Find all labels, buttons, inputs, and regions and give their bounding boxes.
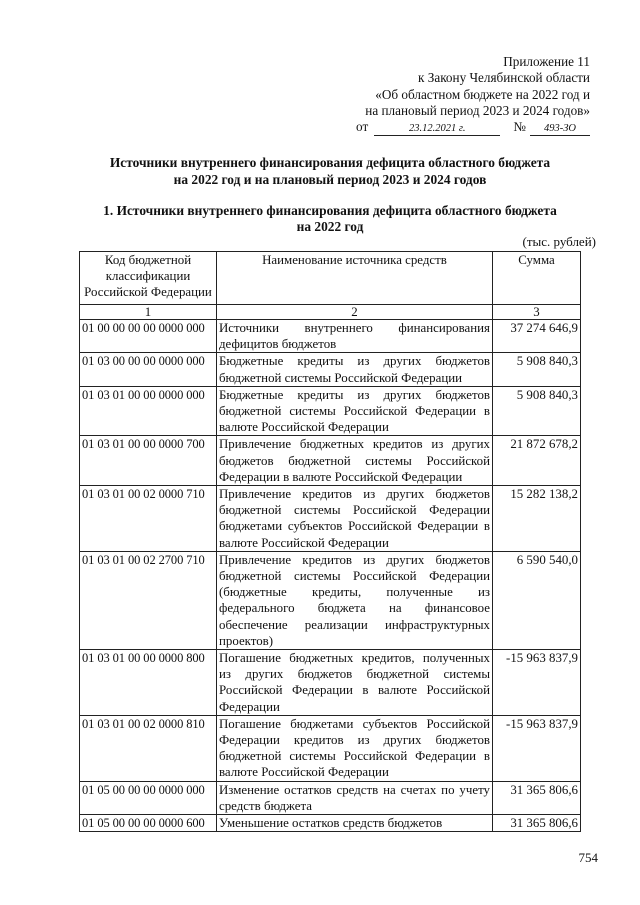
budget-sources-table (79, 251, 581, 832)
row-code: 01 03 01 00 00 0000 700 (80, 436, 217, 486)
column-number-row (80, 305, 581, 320)
table-row (80, 486, 581, 552)
column-number: 1 (80, 305, 217, 320)
law-title-line2: на плановый период 2023 и 2024 годов» (365, 102, 590, 118)
law-reference: к Закону Челябинской области (418, 70, 590, 86)
row-sum: -15 963 837,9 (493, 715, 581, 781)
table-row (80, 781, 581, 814)
row-name: Источники внутреннего финансирования дефицитов бюджетов (217, 320, 493, 353)
row-sum: 5 908 840,3 (493, 353, 581, 386)
row-name: Погашение бюджетами субъектов Российской Федерации кредитов из других бюджетов бюджетной системы Российской Федерации в валюте Российской Федерации (217, 715, 493, 781)
row-sum: 31 365 806,6 (493, 815, 581, 832)
table-row (80, 551, 581, 649)
section-heading-line2: на 2022 год (296, 219, 364, 234)
row-code: 01 03 01 00 02 0000 710 (80, 486, 217, 552)
section-heading (70, 203, 590, 235)
row-code: 01 03 00 00 00 0000 000 (80, 353, 217, 386)
row-code: 01 05 00 00 00 0000 600 (80, 815, 217, 832)
row-sum: 15 282 138,2 (493, 486, 581, 552)
row-name: Бюджетные кредиты из других бюджетов бюджетной системы Российской Федерации в валюте Российской Федерации (217, 386, 493, 436)
column-number: 2 (217, 305, 493, 320)
row-sum: -15 963 837,9 (493, 650, 581, 716)
law-date: 23.12.2021 г. (374, 122, 500, 136)
row-code: 01 05 00 00 00 0000 000 (80, 781, 217, 814)
document-title-line2: на 2022 год и на плановый период 2023 и 2024 годов (173, 171, 487, 187)
row-code: 01 03 01 00 02 0000 810 (80, 715, 217, 781)
row-code: 01 03 01 00 00 0000 800 (80, 650, 217, 716)
row-code: 01 00 00 00 00 0000 000 (80, 320, 217, 353)
table-row (80, 436, 581, 486)
number-prefix: № (513, 119, 526, 135)
date-prefix: от (356, 119, 369, 135)
row-sum: 31 365 806,6 (493, 781, 581, 814)
units-label: (тыс. рублей) (522, 234, 596, 249)
table-row (80, 320, 581, 353)
row-code: 01 03 01 00 02 2700 710 (80, 551, 217, 649)
law-signature-line (356, 119, 590, 136)
table-row (80, 715, 581, 781)
document-title (70, 155, 590, 188)
page-number: 754 (578, 850, 598, 865)
table-row (80, 386, 581, 436)
row-name: Привлечение бюджетных кредитов из других бюджетов бюджетной системы Российской Федерации в валюте Российской Федерации (217, 436, 493, 486)
row-sum: 37 274 646,9 (493, 320, 581, 353)
header-code: Код бюджетной классификации Российской Федерации (80, 252, 217, 305)
row-name: Изменение остатков средств на счетах по учету средств бюджета (217, 781, 493, 814)
table-row (80, 353, 581, 386)
row-sum: 5 908 840,3 (493, 386, 581, 436)
row-sum: 21 872 678,2 (493, 436, 581, 486)
row-name: Погашение бюджетных кредитов, полученных из других бюджетов бюджетной системы Российской Федерации в валюте Российской Федерации (217, 650, 493, 716)
table-row (80, 650, 581, 716)
row-name: Бюджетные кредиты из других бюджетов бюджетной системы Российской Федерации (217, 353, 493, 386)
row-name: Уменьшение остатков средств бюджетов (217, 815, 493, 832)
law-number: 493-ЗО (530, 122, 590, 136)
law-title-line1: «Об областном бюджете на 2022 год и (375, 86, 590, 102)
appendix-header (356, 54, 590, 136)
table-header-row (80, 252, 581, 305)
appendix-label: Приложение 11 (503, 54, 590, 69)
table-row (80, 815, 581, 832)
document-title-line1: Источники внутреннего финансирования дефицита областного бюджета (109, 155, 551, 170)
row-code: 01 03 01 00 00 0000 000 (80, 386, 217, 436)
row-sum: 6 590 540,0 (493, 551, 581, 649)
header-name: Наименование источника средств (217, 252, 493, 305)
row-name: Привлечение кредитов из других бюджетов бюджетной системы Российской Федерации (бюджетные кредиты, полученные из федерального бюджета на финансовое обеспечение реализации инфраструктурных проектов) (217, 551, 493, 649)
section-heading-line1: 1. Источники внутреннего финансирования дефицита областного бюджета (103, 203, 557, 218)
row-name: Привлечение кредитов из других бюджетов бюджетной системы Российской Федерации бюджетами субъектов Российской Федерации в валюте Российской Федерации (217, 486, 493, 552)
header-sum: Сумма (493, 252, 581, 305)
column-number: 3 (493, 305, 581, 320)
